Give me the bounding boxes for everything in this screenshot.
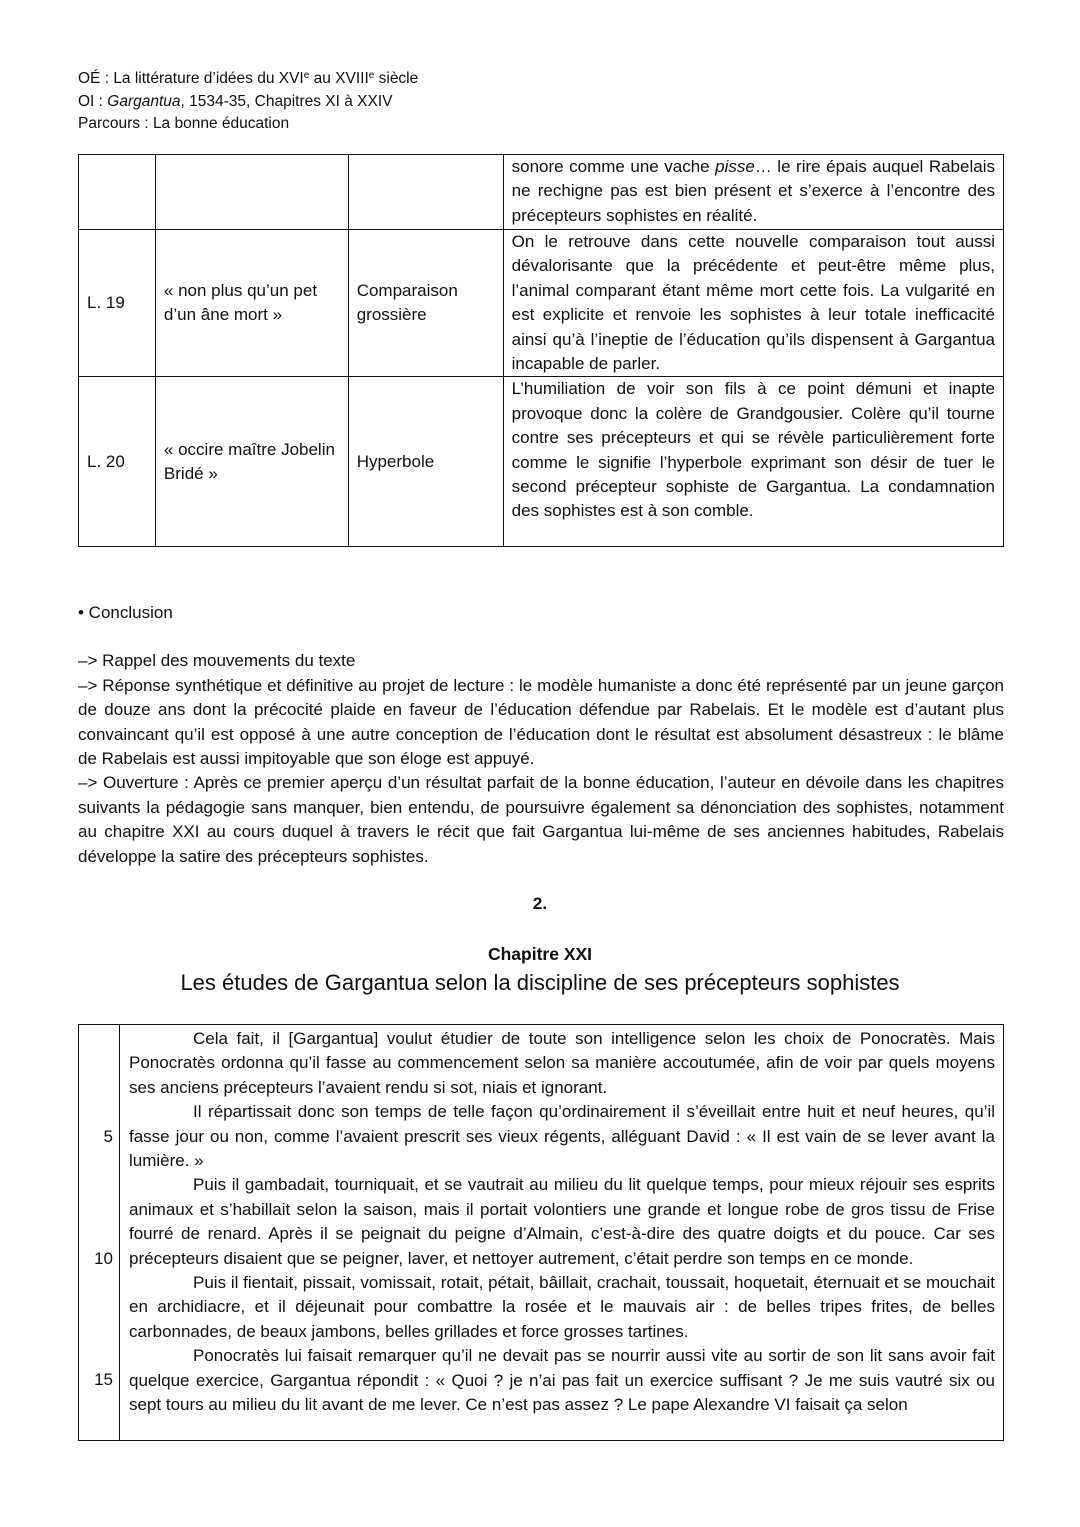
- line-number: 10: [94, 1248, 113, 1268]
- document-header: [78, 68, 418, 136]
- header-line-oe: OÉ : La littérature d’idées du XVIe au XVIIIe siècle: [78, 70, 419, 87]
- line-number: [79, 1393, 117, 1417]
- excerpt-paragraph: Puis il gambadait, tourniquait, et se vautrait au milieu du lit quelque temps, pour mieux réjouir ses esprits animaux et s’habillait selon la saison, mais il portait volontiers une grande et longue robe de gros tissu de Frise fourré de renard. Après il se peignait du peigne d’Almain, c’est-à-dire des quatre doigts et du pouce. Car ses précepteurs disaient que se peigner, laver, et nettoyer autrement, c’était perdre son temps en ce monde.: [129, 1175, 995, 1268]
- line-number: [79, 1100, 117, 1124]
- quote-cell: « non plus qu’un pet d’un âne mort »: [155, 230, 348, 377]
- line-number: [79, 1222, 117, 1246]
- line-number: [79, 1417, 117, 1441]
- conclusion-title: • Conclusion: [78, 603, 173, 622]
- commentary-cell: sonore comme une vache pisse… le rire épais auquel Rabelais ne rechigne pas est bien présent et s’exerce à l’encontre des précepteurs sophistes en réalité.: [503, 155, 1003, 230]
- line-ref-cell: L. 19: [79, 230, 156, 377]
- line-number: 5: [103, 1126, 113, 1146]
- commentary-cell: L’humiliation de voir son fils à ce point démuni et inapte provoque donc la colère de Grandgousier. Colère qu’il tourne contre ses précepteurs et qui se révèle particulièrement forte comme le signifie l’hyperbole exprimant son désir de tuer le second précepteur sophiste de Gargantua. La condamnation des sophistes est à son comble.: [503, 377, 1003, 547]
- line-number: [79, 1344, 117, 1368]
- line-number: 15: [94, 1370, 113, 1390]
- commentary-cell: On le retrouve dans cette nouvelle comparaison tout aussi dévalorisante que la précédente et peut-être même plus, l’animal comparant étant même mort cette fois. La vulgarité en est explicite et renvoie les sophistes à leur totale inefficacité ainsi qu’à l’ineptie de l’éducation qu’ils dispensent à Gargantua incapable de parler.: [503, 230, 1003, 377]
- section-number: 2.: [532, 894, 548, 913]
- line-number: [79, 1027, 117, 1051]
- excerpt-box: [78, 1024, 1004, 1441]
- line-ref-cell: [79, 155, 156, 230]
- excerpt-text: [129, 1027, 995, 1418]
- line-number: [79, 1295, 117, 1319]
- figure-cell: [348, 155, 503, 230]
- conclusion-section: [78, 601, 1004, 869]
- excerpt-paragraph: Ponocratès lui faisait remarquer qu’il ne devait pas se nourrir aussi vite au sortir de son lit sans avoir fait quelque exercice, Gargantua répondit : « Quoi ? je n’ai pas fait un exercice suffisant ? Je me suis vautré six ou sept tours au milieu du lit avant de me lever. Ce n’est pas assez ? Le pape Alexandre VI faisait ça selon: [129, 1346, 995, 1415]
- line-ref-cell: L. 20: [79, 377, 156, 547]
- conclusion-item: –> Réponse synthétique et définitive au projet de lecture : le modèle humaniste a donc été représenté par un jeune garçon de douze ans dont la précocité plaide en faveur de l’éducation défendue par Rabelais. Et le modèle est d’autant plus convaincant qu’il est opposé à une autre conception de l’éducation dont le résultat est absolument désastreux : le blâme de Rabelais est aussi impitoyable que son éloge est appuyé.: [78, 675, 1004, 769]
- line-number: [79, 1076, 117, 1100]
- excerpt-paragraph: Il répartissait donc son temps de telle façon qu’ordinairement il s’éveillait entre huit et neuf heures, qu’il fasse jour ou non, comme l’avaient prescrit ses vieux régents, alléguant David : « Il est vain de se lever avant la lumière. »: [129, 1102, 995, 1171]
- quote-cell: [155, 155, 348, 230]
- figure-cell: Hyperbole: [348, 377, 503, 547]
- line-number: [79, 1149, 117, 1173]
- figure-cell: Comparaison grossière: [348, 230, 503, 377]
- line-number: [79, 1051, 117, 1075]
- conclusion-item: –> Ouverture : Après ce premier aperçu d’un résultat parfait de la bonne éducation, l’auteur en dévoile dans les chapitres suivants la pédagogie sans manquer, bien entendu, de poursuivre également sa dénonciation des sophistes, notamment au chapitre XXI au cours duquel à travers le récit que fait Gargantua lui-même de ses anciennes habitudes, Rabelais développe la satire des précepteurs sophistes.: [78, 773, 1004, 866]
- table-row: [79, 155, 1004, 230]
- table-row: [79, 230, 1004, 377]
- conclusion-item: –> Rappel des mouvements du texte: [78, 651, 356, 671]
- chapter-subtitle: Les études de Gargantua selon la discipline de ses précepteurs sophistes: [180, 970, 900, 995]
- quote-cell: « occire maître Jobelin Bridé »: [155, 377, 348, 547]
- line-number: [79, 1271, 117, 1295]
- table-row: [79, 377, 1004, 547]
- line-number: [79, 1320, 117, 1344]
- line-number: [79, 1173, 117, 1197]
- header-line-oi: OI : Gargantua, 1534-35, Chapitres XI à XXIV: [78, 92, 393, 110]
- chapter-title: Chapitre XXI: [487, 944, 593, 964]
- line-number-divider: [119, 1025, 120, 1440]
- header-line-parcours: Parcours : La bonne éducation: [78, 115, 290, 132]
- excerpt-paragraph: Puis il fientait, pissait, vomissait, rotait, pétait, bâillait, crachait, toussait, hoquetait, éternuait et se mouchait en archidiacre, et il déjeunait pour combattre la rosée et le mauvais air : de belles tripes frites, de belles carbonnades, de beaux jambons, belles grillades et force grosses tartines.: [129, 1273, 995, 1341]
- analysis-table: [78, 154, 1004, 547]
- line-numbers: [79, 1027, 117, 1442]
- excerpt-paragraph: Cela fait, il [Gargantua] voulut étudier de toute son intelligence selon les choix de Ponocratès. Mais Ponocratès ordonna qu’il fasse au commencement selon sa manière accoutumée, afin de voir par quels moyens ses anciens précepteurs l’avaient rendu si sot, niais et ignorant.: [129, 1029, 995, 1097]
- line-number: [79, 1198, 117, 1222]
